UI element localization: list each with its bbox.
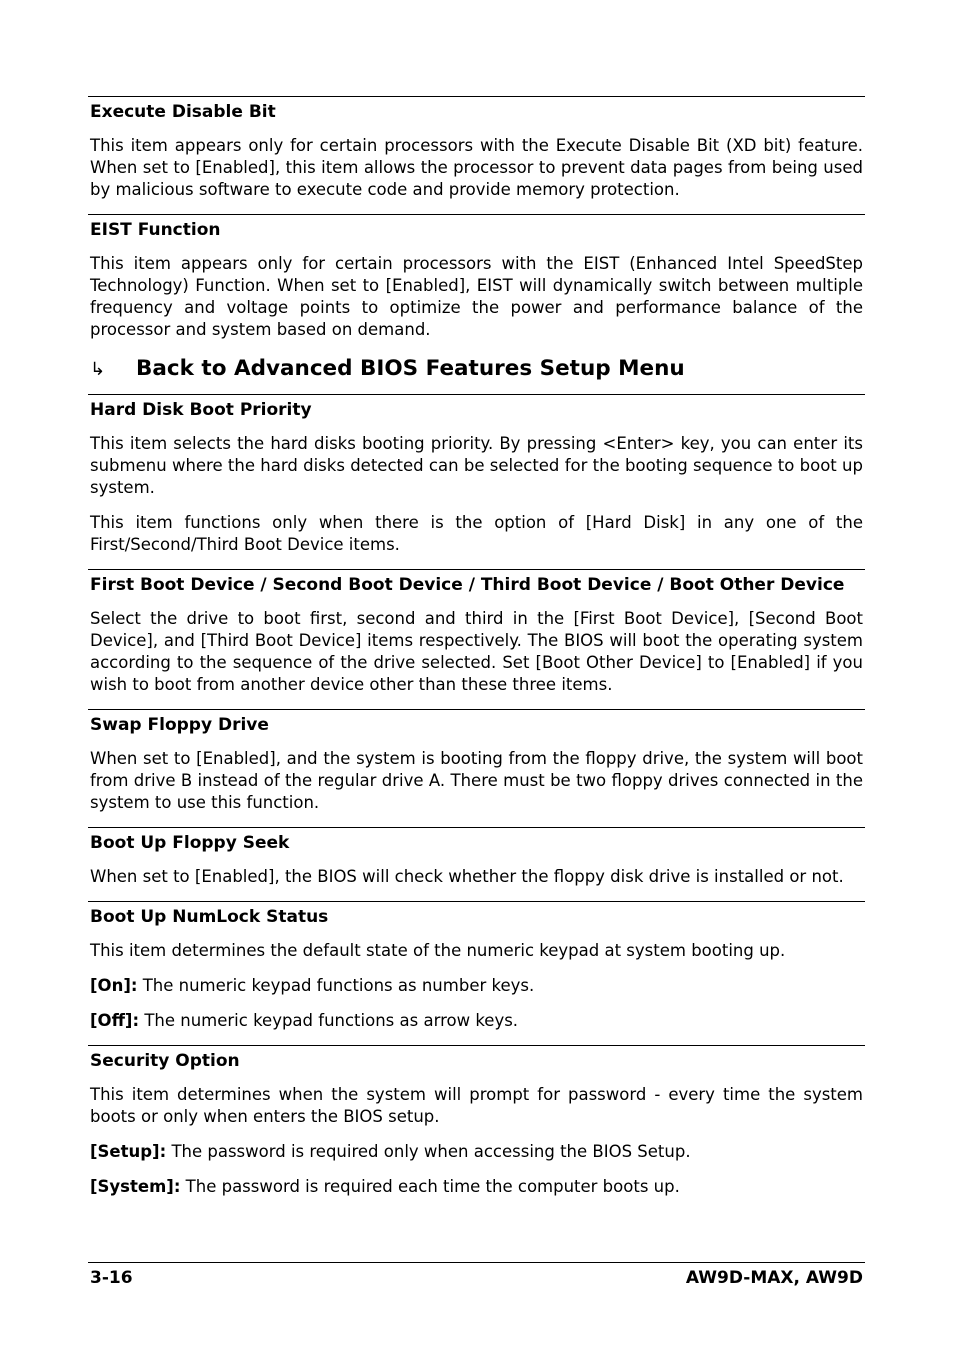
model-name: AW9D-MAX, AW9D — [685, 1268, 863, 1288]
section-boot-devices — [88, 569, 865, 696]
option-text: The numeric keypad functions as number keys. — [137, 976, 535, 995]
section-security-option — [88, 1045, 865, 1198]
option-key: [On]: — [90, 976, 138, 995]
option-text: The numeric keypad functions as arrow keys. — [139, 1011, 519, 1030]
section-eist-function — [88, 214, 865, 341]
option-text: The password is required each time the computer boots up. — [180, 1177, 680, 1196]
section-boot-up-floppy-seek — [88, 827, 865, 888]
option-key: [Off]: — [90, 1011, 140, 1030]
section-heading: Security Option — [90, 1051, 240, 1071]
section-paragraph: This item appears only for certain processors with the EIST (Enhanced Intel SpeedStep Technology) Function. When set to [Enabled], EIST will dynamically switch between multiple frequency and voltage points to optimize the power and performance balance of the processor and system based on demand. — [90, 254, 863, 339]
option-item — [90, 1141, 863, 1163]
section-heading: EIST Function — [90, 220, 221, 240]
section-heading: First Boot Device / Second Boot Device / Third Boot Device / Boot Other Device — [90, 575, 845, 595]
section-paragraph: When set to [Enabled], and the system is booting from the floppy drive, the system will boot from drive B instead of the regular drive A. There must be two floppy drives connected in the system to use this function. — [90, 749, 863, 812]
page-number: 3-16 — [90, 1268, 133, 1288]
arrow-hand-icon: ↳ — [90, 358, 106, 380]
section-swap-floppy-drive — [88, 709, 865, 814]
page-content — [88, 96, 865, 1211]
section-heading: Boot Up NumLock Status — [90, 907, 329, 927]
section-heading: Boot Up Floppy Seek — [90, 833, 290, 853]
option-item — [90, 975, 863, 997]
section-paragraph: This item determines when the system will prompt for password - every time the system boots or only when enters the BIOS setup. — [90, 1085, 863, 1126]
section-heading: Swap Floppy Drive — [90, 715, 269, 735]
section-execute-disable-bit — [88, 96, 865, 201]
page-footer — [88, 1262, 865, 1288]
section-paragraph: This item determines the default state of the numeric keypad at system booting up. — [90, 941, 786, 960]
section-boot-up-numlock-status — [88, 901, 865, 1032]
section-hard-disk-boot-priority — [88, 394, 865, 556]
option-item — [90, 1010, 863, 1032]
section-heading: Execute Disable Bit — [90, 102, 276, 122]
section-paragraph: When set to [Enabled], the BIOS will check whether the floppy disk drive is installed or not. — [90, 867, 844, 886]
back-to-menu-title: Back to Advanced BIOS Features Setup Menu — [136, 356, 685, 381]
option-key: [Setup]: — [90, 1142, 167, 1161]
back-to-menu-heading[interactable] — [88, 355, 865, 383]
section-paragraph: This item appears only for certain processors with the Execute Disable Bit (XD bit) feature. When set to [Enabled], this item allows the processor to prevent data pages from being used by malicious software to execute code and provide memory protection. — [90, 136, 863, 199]
section-paragraph: This item functions only when there is the option of [Hard Disk] in any one of the First/Second/Third Boot Device items. — [90, 513, 863, 554]
option-item — [90, 1176, 863, 1198]
option-key: [System]: — [90, 1177, 181, 1196]
option-text: The password is required only when accessing the BIOS Setup. — [166, 1142, 691, 1161]
section-paragraph: Select the drive to boot first, second and third in the [First Boot Device], [Second Boot Device], and [Third Boot Device] items respectively. The BIOS will boot the operating system according to the sequence of the drive selected. Set [Boot Other Device] to [Enabled] if you wish to boot from another device other than these three items. — [90, 609, 863, 694]
section-heading: Hard Disk Boot Priority — [90, 400, 312, 420]
section-paragraph: This item selects the hard disks booting priority. By pressing <Enter> key, you can enter its submenu where the hard disks detected can be selected for the booting sequence to boot up system. — [90, 434, 863, 497]
